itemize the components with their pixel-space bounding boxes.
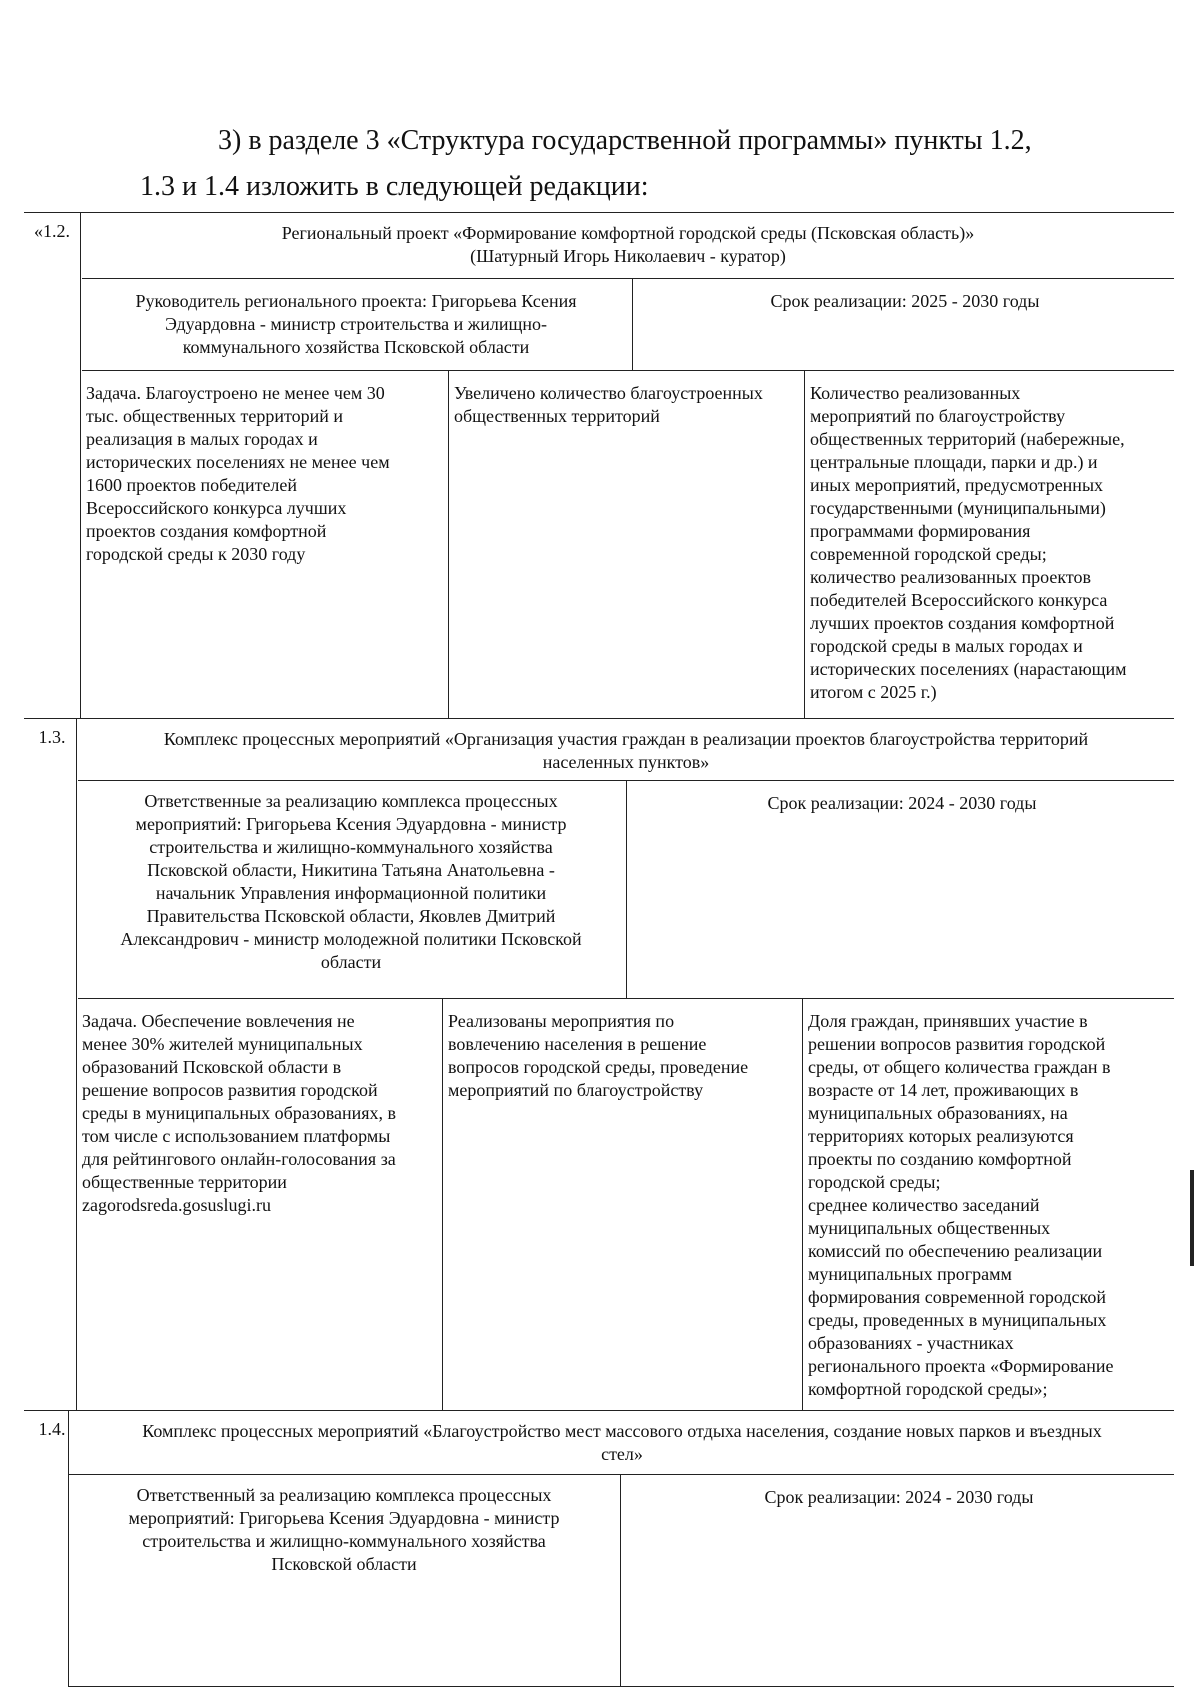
task-line: реализация в малых городах и — [86, 429, 318, 449]
section-title-line: Региональный проект «Формирование комфортной городской среды (Псковская область)» — [281, 223, 975, 243]
table-rule — [80, 212, 81, 718]
indicator-line: лучших проектов создания комфортной — [810, 613, 1115, 633]
effect-line: вопросов городской среды, проведение — [448, 1057, 749, 1077]
term-cell: Срок реализации: 2025 - 2030 годы — [770, 291, 1040, 311]
term-cell: Срок реализации: 2024 - 2030 годы — [764, 1487, 1034, 1507]
table-rule — [632, 278, 633, 370]
indicator-line: территориях которых реализуются — [808, 1126, 1074, 1146]
task-line: zagorodsreda.gosuslugi.ru — [82, 1195, 271, 1215]
task-cell — [86, 382, 442, 566]
indicator-line: Количество реализованных — [810, 383, 1021, 403]
task-line: Задача. Обеспечение вовлечения не — [82, 1011, 355, 1031]
term-cell: Срок реализации: 2024 - 2030 годы — [767, 793, 1037, 813]
indicator-line: количество реализованных проектов — [810, 567, 1091, 587]
task-line: решение вопросов развития городской — [82, 1080, 378, 1100]
section-title-line: Комплекс процессных мероприятий «Благоустройство мест массового отдыха населения, создание новых парков и въездных — [142, 1421, 1102, 1441]
responsible-line: Александрович - министр молодежной политики Псковской — [120, 929, 582, 949]
indicator-line: возрасте от 14 лет, проживающих в — [808, 1080, 1079, 1100]
indicator-line: решении вопросов развития городской — [808, 1034, 1106, 1054]
responsible-line: Ответственные за реализацию комплекса процессных — [144, 791, 558, 811]
section-title-line: населенных пунктов» — [542, 752, 710, 772]
table-rule — [448, 370, 449, 718]
indicator-line: городской среды; — [808, 1172, 941, 1192]
effect-line: общественных территорий — [454, 406, 660, 426]
effect-line: Реализованы мероприятия по — [448, 1011, 675, 1031]
indicator-line: общественных территорий (набережные, — [810, 429, 1125, 449]
intro-paragraph — [140, 118, 1120, 210]
table-rule — [620, 1474, 621, 1686]
task-line: менее 30% жителей муниципальных — [82, 1034, 363, 1054]
responsible-line: коммунального хозяйства Псковской области — [182, 337, 530, 357]
task-cell — [82, 1010, 438, 1217]
indicator-line: центральные площади, парки и др.) и — [810, 452, 1098, 472]
indicator-line: регионального проекта «Формирование — [808, 1356, 1114, 1376]
indicator-line: современной городской среды; — [810, 544, 1047, 564]
table-rule — [24, 212, 1174, 213]
indicator-line: среды, проведенных в муниципальных — [808, 1310, 1107, 1330]
indicator-line: программами формирования — [810, 521, 1031, 541]
task-line: городской среды к 2030 году — [86, 544, 306, 564]
responsible-line: строительства и жилищно-коммунального хозяйства — [142, 1531, 546, 1551]
table-rule — [76, 718, 77, 1410]
indicator-line: Доля граждан, принявших участие в — [808, 1011, 1088, 1031]
indicator-line: формирования современной городской — [808, 1287, 1106, 1307]
indicator-line: иных мероприятий, предусмотренных — [810, 475, 1104, 495]
section-title-line: (Шатурный Игорь Николаевич - куратор) — [470, 246, 786, 266]
responsible-line: Эдуардовна - министр строительства и жилищно- — [165, 314, 547, 334]
table-rule — [442, 998, 443, 1410]
table-rule — [626, 780, 627, 998]
table-rule — [24, 718, 1174, 719]
table-rule — [24, 1410, 1174, 1411]
table-rule — [68, 1410, 69, 1686]
indicator-line: мероприятий по благоустройству — [810, 406, 1066, 426]
indicator-line: среднее количество заседаний — [808, 1195, 1040, 1215]
scan-edge-mark — [1190, 1170, 1194, 1266]
indicator-line: комфортной городской среды»; — [808, 1379, 1048, 1399]
indicator-line: государственными (муниципальными) — [810, 498, 1106, 518]
responsible-line: области — [320, 952, 382, 972]
responsible-line: Руководитель регионального проекта: Григорьева Ксения — [135, 291, 577, 311]
indicator-cell — [810, 382, 1174, 704]
indicator-line: городской среды в малых городах и — [810, 636, 1083, 656]
task-line: среды в муниципальных образованиях, в — [82, 1103, 397, 1123]
task-line: образований Псковской области в — [82, 1057, 342, 1077]
responsible-line: начальник Управления информационной политики — [155, 883, 547, 903]
table-rule — [802, 998, 803, 1410]
row-number: 1.3. — [38, 727, 66, 747]
indicator-line: исторических поселениях (нарастающим — [810, 659, 1127, 679]
effect-cell — [454, 382, 800, 428]
intro-line-2: 1.3 и 1.4 изложить в следующей редакции: — [140, 171, 649, 202]
effect-line: Увеличено количество благоустроенных — [454, 383, 763, 403]
task-line: 1600 проектов победителей — [86, 475, 298, 495]
indicator-cell — [808, 1010, 1174, 1401]
responsible-cell — [80, 790, 622, 974]
effect-line: вовлечению населения в решение — [448, 1034, 707, 1054]
responsible-line: Правительства Псковской области, Яковлев Дмитрий — [146, 906, 556, 926]
row-number: 1.4. — [38, 1419, 66, 1439]
indicator-line: итогом с 2025 г.) — [810, 682, 937, 702]
responsible-line: Псковской области — [271, 1554, 417, 1574]
indicator-line: среды, от общего количества граждан в — [808, 1057, 1111, 1077]
responsible-line: Ответственный за реализацию комплекса процессных — [136, 1485, 552, 1505]
table-rule — [82, 370, 1174, 371]
indicator-line: комиссий по обеспечению реализации — [808, 1241, 1103, 1261]
task-line: для рейтингового онлайн-голосования за — [82, 1149, 396, 1169]
task-line: том числе с использованием платформы — [82, 1126, 391, 1146]
task-line: Задача. Благоустроено не менее чем 30 — [86, 383, 385, 403]
task-line: Всероссийского конкурса лучших — [86, 498, 347, 518]
row-number: «1.2. — [34, 221, 70, 241]
responsible-line: строительства и жилищно-коммунального хозяйства — [149, 837, 553, 857]
table-rule — [82, 278, 1174, 279]
section-title — [82, 222, 1174, 268]
indicator-line: муниципальных программ — [808, 1264, 1012, 1284]
table-rule — [78, 998, 1174, 999]
section-title-line: стел» — [601, 1444, 643, 1464]
section-title — [70, 1420, 1174, 1466]
task-line: тыс. общественных территорий и — [86, 406, 344, 426]
table-rule — [68, 1474, 1174, 1475]
indicator-line: образованиях - участниках — [808, 1333, 1014, 1353]
task-line: исторических поселениях не менее чем — [86, 452, 390, 472]
responsible-line: мероприятий: Григорьева Ксения Эдуардовна - министр — [128, 1508, 560, 1528]
responsible-cell — [86, 290, 626, 359]
indicator-line: победителей Всероссийского конкурса — [810, 590, 1108, 610]
task-line: общественные территории — [82, 1172, 287, 1192]
indicator-line: муниципальных образованиях, на — [808, 1103, 1068, 1123]
task-line: проектов создания комфортной — [86, 521, 327, 541]
responsible-line: мероприятий: Григорьева Ксения Эдуардовна - министр — [135, 814, 567, 834]
indicator-line: муниципальных общественных — [808, 1218, 1051, 1238]
effect-line: мероприятий по благоустройству — [448, 1080, 704, 1100]
program-structure-table — [24, 212, 1194, 1692]
effect-cell — [448, 1010, 798, 1102]
table-rule — [804, 370, 805, 718]
table-rule — [68, 1686, 1174, 1687]
intro-line-1: 3) в разделе 3 «Структура государственной программы» пункты 1.2, — [218, 125, 1032, 156]
section-title — [78, 728, 1174, 774]
indicator-line: проекты по созданию комфортной — [808, 1149, 1072, 1169]
responsible-cell — [72, 1484, 616, 1576]
section-title-line: Комплекс процессных мероприятий «Организация участия граждан в реализации проектов благоустройства территорий — [163, 729, 1089, 749]
responsible-line: Псковской области, Никитина Татьяна Анатольевна - — [147, 860, 555, 880]
